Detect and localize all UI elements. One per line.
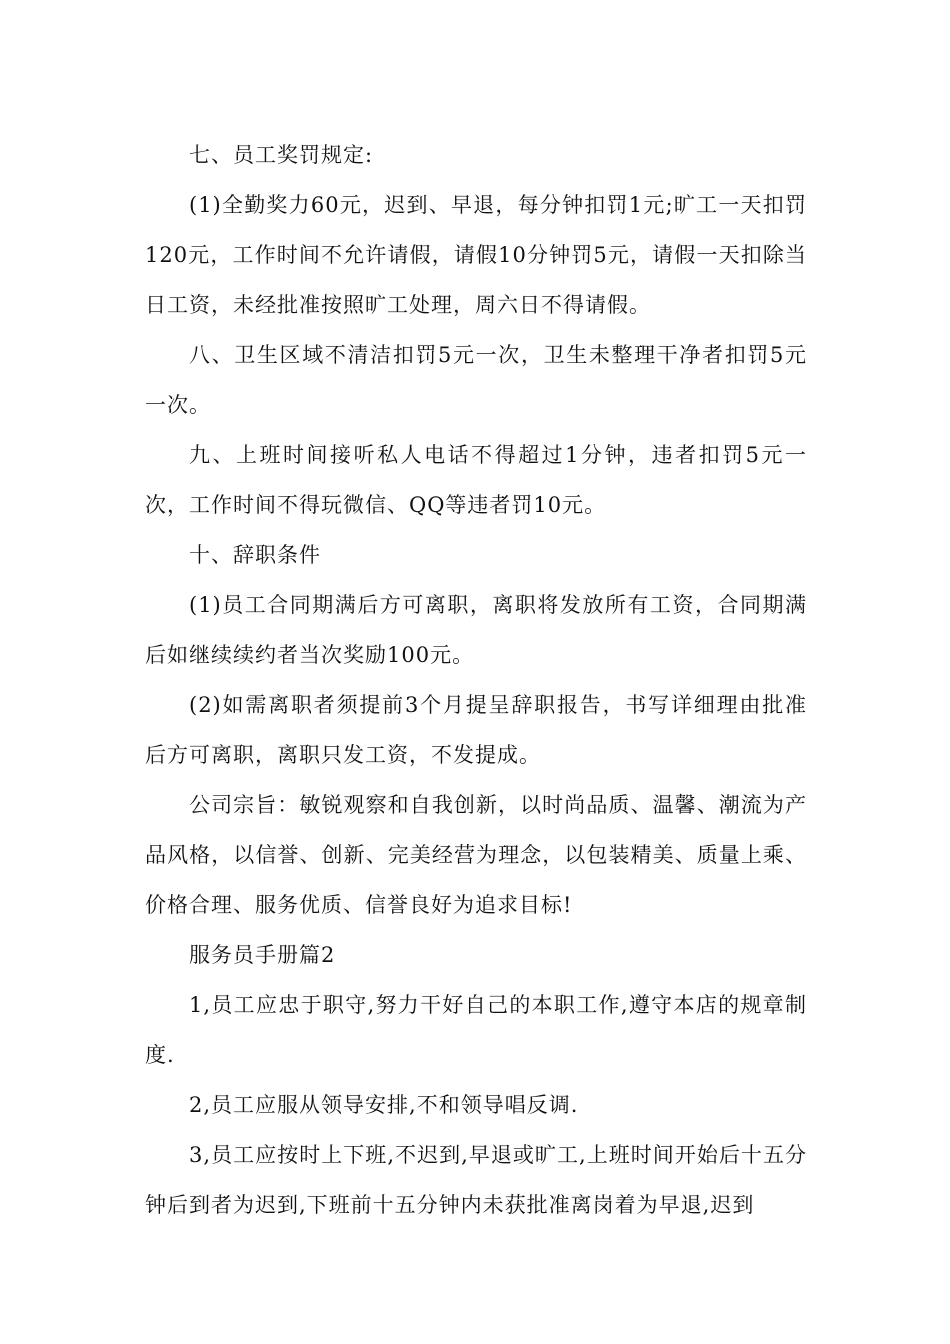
document-body [145,130,807,1230]
section-heading-handbook-2: 服务员手册篇2 [189,943,336,967]
paragraph-rule-1: 1,员工应忠于职守,努力干好自己的本职工作,遵守本店的规章制度. [145,993,807,1067]
paragraph-company-purpose: 公司宗旨：敏锐观察和自我创新，以时尚品质、温馨、潮流为产品风格，以信誉、创新、完美经营为理念，以包装精美、质量上乘、价格合理、服务优质、信誉良好为追求目标! [145,793,807,917]
paragraph-phone-rules: 九、上班时间接听私人电话不得超过1分钟，违者扣罚5元一次，工作时间不得玩微信、QQ等违者罚10元。 [145,443,807,517]
paragraph-resignation-notice: (2)如需离职者须提前3个月提呈辞职报告，书写详细理由批准后方可离职，离职只发工资，不发提成。 [145,693,807,767]
paragraph-attendance-rules: (1)全勤奖力60元，迟到、早退，每分钟扣罚1元;旷工一天扣罚120元，工作时间不允许请假，请假10分钟罚5元，请假一天扣除当日工资，未经批准按照旷工处理，周六日不得请假。 [145,193,807,317]
paragraph-rule-2: 2,员工应服从领导安排,不和领导唱反调. [189,1093,579,1117]
paragraph-rule-3: 3,员工应按时上下班,不迟到,早退或旷工,上班时间开始后十五分钟后到者为迟到,下班前十五分钟内未获批准离岗着为早退,迟到 [145,1143,807,1217]
section-heading-resignation: 十、辞职条件 [189,543,321,567]
section-heading-rewards-penalties: 七、员工奖罚规定: [189,143,374,167]
paragraph-hygiene-rules: 八、卫生区域不清洁扣罚5元一次，卫生未整理干净者扣罚5元一次。 [145,343,807,417]
paragraph-resignation-contract: (1)员工合同期满后方可离职，离职将发放所有工资，合同期满后如继续续约者当次奖励100元。 [145,593,807,667]
